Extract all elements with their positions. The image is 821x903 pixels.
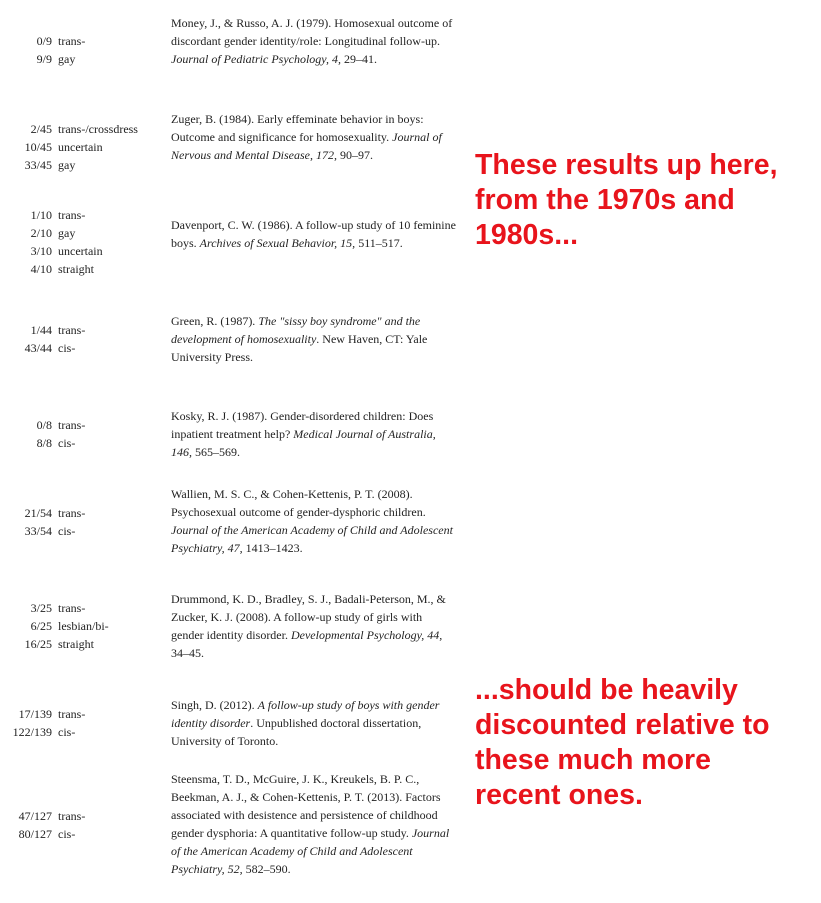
outcome-ratio: 9/9 [36,52,52,66]
outcome-row [0,156,150,174]
outcome-row [0,32,150,50]
outcome-label: trans- [58,323,86,337]
outcome-label: trans- [58,601,86,615]
outcome-label: cis- [58,436,76,450]
outcome-label: cis- [58,827,76,841]
outcome-row [0,635,150,653]
outcome-label: cis- [58,524,76,538]
citation-text: Singh, D. (2012). [171,698,258,712]
outcome-row [0,206,150,224]
outcome-row [0,522,150,540]
outcome-label: trans- [58,707,86,721]
outcome-label: trans- [58,506,86,520]
outcome-label: uncertain [58,140,103,154]
outcome-row [0,617,150,635]
citation-journal: Journal of Pediatric Psychology, 4, [171,52,341,67]
outcome-label: cis- [58,341,76,355]
outcome-label: trans-/crossdress [58,122,138,136]
citation-pages: 582–590. [242,862,291,877]
outcome-label: straight [58,637,94,651]
citation-pages: 1413–1423. [242,541,303,556]
outcome-label: straight [58,262,94,276]
outcome-ratio: 6/25 [30,619,52,633]
citation-text: Green, R. (1987). [171,314,259,328]
citation-title: A follow-up study of boys with gender identity disorder [171,698,440,731]
citation-drummond-2008 [171,590,456,662]
outcome-row [0,434,150,452]
annotation-bottom [475,673,770,813]
outcome-label: trans- [58,809,86,823]
outcome-label: cis- [58,725,76,739]
citation-text: Davenport, C. W. (1986). A follow-up study of 10 feminine boys. [171,218,456,251]
outcome-label: lesbian/bi- [58,619,109,633]
outcome-row [0,224,150,242]
citation-journal: Journal of the American Academy of Child and Adolescent Psychiatry, 47, [171,523,453,556]
outcome-row [0,260,150,278]
outcome-row [0,120,150,138]
outcome-row [0,723,150,741]
outcome-ratio: 8/8 [36,436,52,450]
outcome-ratio: 33/54 [24,524,52,538]
citation-pages: 565–569. [192,445,240,460]
citation-money-1979 [171,14,456,68]
annotation-line: from the 1970s and [475,184,735,216]
citation-journal: Developmental Psychology, 44, [290,628,443,643]
citation-kosky-1987 [171,407,456,461]
citation-zuger-1984 [171,110,456,164]
outcome-row [0,825,150,843]
citation-journal: Journal of the American Academy of Child and Adolescent Psychiatry, 52, [171,826,450,877]
citation-steensma-2013 [171,770,456,879]
outcome-label: trans- [58,418,86,432]
citation-journal: Medical Journal of Australia, 146, [171,427,436,460]
outcome-row [0,599,150,617]
outcome-row [0,321,150,339]
outcome-ratio: 10/45 [24,140,52,154]
citation-publisher: . Unpublished doctoral dissertation, University of Toronto. [171,716,422,749]
annotation-line: these much more [475,744,711,776]
outcome-ratio: 1/10 [30,208,52,222]
outcome-row [0,242,150,260]
outcome-ratio: 0/9 [36,34,52,48]
outcome-row [0,504,150,522]
outcomes-steensma-2013 [0,807,150,843]
outcome-ratio: 2/45 [30,122,52,136]
outcome-ratio: 3/25 [30,601,52,615]
annotation-line: These results up here, [475,149,778,181]
outcome-row [0,50,150,68]
outcome-ratio: 3/10 [30,244,52,258]
annotation-line: ...should be heavily [475,674,738,706]
outcomes-singh-2012 [0,705,150,741]
citation-pages: 34–45. [171,646,204,661]
outcomes-wallien-2008 [0,504,150,540]
citation-pages: 29–41. [340,52,377,67]
outcome-ratio: 17/139 [18,707,52,721]
citation-text: Kosky, R. J. (1987). Gender-disordered children: Does inpatient treatment help? [171,409,434,442]
citation-title: The "sissy boy syndrome" and the development of homosexuality [171,314,421,347]
outcomes-green-1987 [0,321,150,357]
outcome-ratio: 33/45 [24,158,52,172]
citation-text: Zuger, B. (1984). Early effeminate behavior in boys: Outcome and significance for homosexuality. [171,112,424,145]
annotation-top [475,148,778,253]
citation-publisher: . New Haven, CT: Yale University Press. [171,332,428,365]
outcome-row [0,138,150,156]
citation-green-1987 [171,312,456,366]
outcome-ratio: 2/10 [30,226,52,240]
outcome-row [0,339,150,357]
citation-text: Money, J., & Russo, A. J. (1979). Homosexual outcome of discordant gender identity/role: Longitudinal follow-up. [171,16,453,49]
citation-singh-2012 [171,696,456,750]
outcomes-zuger-1984 [0,120,150,174]
outcome-ratio: 1/44 [30,323,52,337]
citation-text: Drummond, K. D., Bradley, S. J., Badali-Peterson, M., & Zucker, K. J. (2008). A follow-up study of girls with gender identity disorder. [171,592,446,643]
outcome-ratio: 21/54 [24,506,52,520]
outcome-label: trans- [58,34,86,48]
annotation-line: recent ones. [475,779,643,811]
outcomes-drummond-2008 [0,599,150,653]
outcome-ratio: 80/127 [18,827,52,841]
citation-text: Wallien, M. S. C., & Cohen-Kettenis, P. T. (2008). Psychosexual outcome of gender-dysphoric children. [171,487,426,520]
citation-journal: Archives of Sexual Behavior, 15, [199,236,356,251]
outcome-ratio: 122/139 [12,725,52,739]
outcome-row [0,705,150,723]
outcome-ratio: 4/10 [30,262,52,276]
outcomes-davenport-1986 [0,206,150,278]
citation-davenport-1986 [171,216,456,252]
outcome-label: gay [58,158,76,172]
citation-pages: 90–97. [336,148,373,163]
outcome-row [0,416,150,434]
outcome-label: gay [58,226,76,240]
outcome-label: uncertain [58,244,103,258]
citation-text: Steensma, T. D., McGuire, J. K., Kreukels, B. P. C., Beekman, A. J., & Cohen-Kettenis, P. T. (2013). Factors associated with desistence and persistence of childhood gender dysphoria: A quantitative follow-up study. [171,772,441,841]
outcomes-kosky-1987 [0,416,150,452]
citation-pages: 511–517. [355,236,403,251]
outcome-ratio: 47/127 [18,809,52,823]
outcome-ratio: 16/25 [24,637,52,651]
outcome-ratio: 0/8 [36,418,52,432]
outcome-label: gay [58,52,76,66]
annotation-line: 1980s... [475,219,579,251]
outcome-label: trans- [58,208,86,222]
outcome-ratio: 43/44 [24,341,52,355]
outcomes-money-1979 [0,32,150,68]
citation-wallien-2008 [171,485,456,557]
annotation-line: discounted relative to [475,709,770,741]
citation-journal: Journal of Nervous and Mental Disease, 172, [171,130,442,163]
outcome-row [0,807,150,825]
